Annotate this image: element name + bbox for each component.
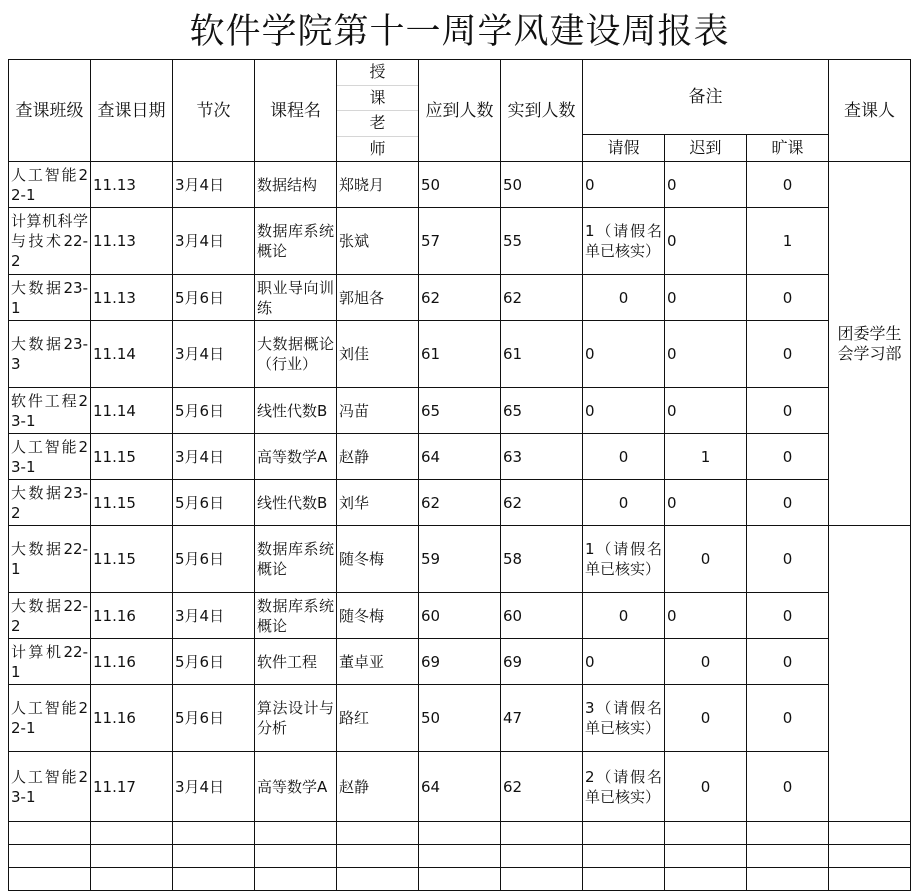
empty-cell [9,822,91,845]
empty-cell [337,845,419,868]
table-row [9,208,911,275]
date-cell: 11.13 [91,275,173,321]
empty-cell [173,822,255,845]
empty-cell [91,845,173,868]
class-cell: 计算机科学与技术22-2 [9,208,91,275]
late-cell: 0 [665,752,747,822]
late-cell: 0 [665,208,747,275]
actual-cell: 47 [501,685,583,752]
empty-row [9,822,911,845]
teacher-cell: 路红 [337,685,419,752]
class-cell: 大数据23-2 [9,480,91,526]
actual-cell: 55 [501,208,583,275]
empty-cell [583,868,665,891]
late-cell: 0 [665,526,747,593]
period-cell: 5月6日 [173,639,255,685]
course-cell: 高等数学A [255,752,337,822]
late-cell: 0 [665,388,747,434]
header-leave: 请假 [583,134,665,161]
expected-cell: 61 [419,321,501,388]
empty-cell [255,868,337,891]
leave-cell: 3（请假名单已核实） [583,685,665,752]
empty-cell [747,822,829,845]
expected-cell: 62 [419,275,501,321]
absent-cell: 0 [747,434,829,480]
absent-cell: 0 [747,321,829,388]
empty-cell [583,822,665,845]
class-cell: 大数据23-3 [9,321,91,388]
expected-cell: 50 [419,162,501,208]
teacher-cell: 随冬梅 [337,526,419,593]
leave-cell: 0 [583,321,665,388]
period-cell: 5月6日 [173,388,255,434]
teacher-cell: 赵静 [337,752,419,822]
actual-cell: 62 [501,275,583,321]
date-cell: 11.15 [91,480,173,526]
course-cell: 数据库系统概论 [255,526,337,593]
empty-cell [501,868,583,891]
leave-cell: 0 [583,593,665,639]
empty-cell [419,845,501,868]
period-cell: 5月6日 [173,685,255,752]
class-cell: 大数据22-2 [9,593,91,639]
empty-cell [665,822,747,845]
table-row [9,752,911,822]
period-cell: 3月4日 [173,162,255,208]
empty-cell [255,845,337,868]
teacher-cell: 董卓亚 [337,639,419,685]
empty-cell [9,845,91,868]
absent-cell: 0 [747,480,829,526]
course-cell: 高等数学A [255,434,337,480]
course-cell: 数据库系统概论 [255,593,337,639]
actual-cell: 62 [501,480,583,526]
expected-cell: 69 [419,639,501,685]
absent-cell: 0 [747,639,829,685]
course-cell: 软件工程 [255,639,337,685]
header-teacher-char: 授 [337,60,418,86]
leave-cell: 0 [583,388,665,434]
date-cell: 11.15 [91,526,173,593]
absent-cell: 1 [747,208,829,275]
table-row [9,593,911,639]
empty-cell [173,868,255,891]
late-cell: 0 [665,275,747,321]
empty-row [9,868,911,891]
absent-cell: 0 [747,275,829,321]
actual-cell: 69 [501,639,583,685]
late-cell: 0 [665,162,747,208]
date-cell: 11.14 [91,321,173,388]
empty-cell [829,822,911,845]
header-absent: 旷课 [747,134,829,161]
leave-cell: 2（请假名单已核实） [583,752,665,822]
inspector-cell: 团委学生会学习部 [829,162,911,526]
header-expected: 应到人数 [419,60,501,162]
absent-cell: 0 [747,752,829,822]
date-cell: 11.16 [91,593,173,639]
course-cell: 数据结构 [255,162,337,208]
course-cell: 线性代数B [255,388,337,434]
expected-cell: 64 [419,434,501,480]
table-row [9,388,911,434]
class-cell: 人工智能23-1 [9,434,91,480]
period-cell: 5月6日 [173,526,255,593]
date-cell: 11.13 [91,208,173,275]
leave-cell: 0 [583,434,665,480]
late-cell: 0 [665,639,747,685]
header-period: 节次 [173,60,255,162]
course-cell: 职业导向训练 [255,275,337,321]
header-teacher [337,60,419,162]
course-cell: 数据库系统概论 [255,208,337,275]
table-row [9,526,911,593]
class-cell: 软件工程23-1 [9,388,91,434]
teacher-cell: 郭旭各 [337,275,419,321]
expected-cell: 59 [419,526,501,593]
empty-cell [9,868,91,891]
header-course: 课程名 [255,60,337,162]
period-cell: 3月4日 [173,752,255,822]
class-cell: 计算机22-1 [9,639,91,685]
leave-cell: 0 [583,639,665,685]
table-row [9,321,911,388]
leave-cell: 0 [583,275,665,321]
header-teacher-char: 课 [337,86,418,112]
late-cell: 0 [665,480,747,526]
empty-cell [91,822,173,845]
date-cell: 11.17 [91,752,173,822]
actual-cell: 62 [501,752,583,822]
expected-cell: 60 [419,593,501,639]
empty-cell [337,822,419,845]
empty-cell [91,868,173,891]
empty-row [9,845,911,868]
table-row [9,480,911,526]
empty-cell [255,822,337,845]
header-date: 查课日期 [91,60,173,162]
empty-cell [583,845,665,868]
table-row [9,639,911,685]
leave-cell: 0 [583,480,665,526]
course-cell: 线性代数B [255,480,337,526]
late-cell: 0 [665,321,747,388]
teacher-cell: 郑晓月 [337,162,419,208]
table-body [9,162,911,891]
class-cell: 人工智能23-1 [9,752,91,822]
period-cell: 3月4日 [173,208,255,275]
expected-cell: 50 [419,685,501,752]
actual-cell: 58 [501,526,583,593]
leave-cell: 1（请假名单已核实） [583,208,665,275]
header-class: 查课班级 [9,60,91,162]
absent-cell: 0 [747,685,829,752]
class-cell: 大数据22-1 [9,526,91,593]
empty-cell [747,868,829,891]
empty-cell [337,868,419,891]
report-title: 软件学院第十一周学风建设周报表 [0,0,919,58]
course-cell: 算法设计与分析 [255,685,337,752]
date-cell: 11.14 [91,388,173,434]
leave-cell: 1（请假名单已核实） [583,526,665,593]
late-cell: 1 [665,434,747,480]
teacher-cell: 随冬梅 [337,593,419,639]
late-cell: 0 [665,685,747,752]
header-late: 迟到 [665,134,747,161]
header-teacher-char: 老 [337,111,418,137]
empty-cell [829,845,911,868]
empty-cell [501,822,583,845]
leave-cell: 0 [583,162,665,208]
teacher-cell: 刘华 [337,480,419,526]
date-cell: 11.15 [91,434,173,480]
header-teacher-char: 师 [369,138,386,158]
date-cell: 11.13 [91,162,173,208]
table-row [9,434,911,480]
teacher-cell: 刘佳 [337,321,419,388]
table-row [9,275,911,321]
empty-cell [665,845,747,868]
period-cell: 5月6日 [173,275,255,321]
course-cell: 大数据概论（行业） [255,321,337,388]
teacher-cell: 冯苗 [337,388,419,434]
period-cell: 5月6日 [173,480,255,526]
period-cell: 3月4日 [173,321,255,388]
class-cell: 人工智能22-1 [9,685,91,752]
expected-cell: 64 [419,752,501,822]
absent-cell: 0 [747,526,829,593]
expected-cell: 62 [419,480,501,526]
empty-cell [419,822,501,845]
empty-cell [173,845,255,868]
report-table [8,59,911,891]
empty-cell [665,868,747,891]
date-cell: 11.16 [91,639,173,685]
absent-cell: 0 [747,388,829,434]
class-cell: 大数据23-1 [9,275,91,321]
expected-cell: 57 [419,208,501,275]
header-remarks: 备注 [583,60,829,135]
actual-cell: 60 [501,593,583,639]
date-cell: 11.16 [91,685,173,752]
teacher-cell: 张斌 [337,208,419,275]
empty-cell [419,868,501,891]
empty-cell [829,868,911,891]
class-cell: 人工智能22-1 [9,162,91,208]
actual-cell: 61 [501,321,583,388]
actual-cell: 65 [501,388,583,434]
period-cell: 3月4日 [173,434,255,480]
table-row [9,162,911,208]
table-row [9,685,911,752]
absent-cell: 0 [747,593,829,639]
absent-cell: 0 [747,162,829,208]
header-actual: 实到人数 [501,60,583,162]
teacher-cell: 赵静 [337,434,419,480]
expected-cell: 65 [419,388,501,434]
header-inspector: 查课人 [829,60,911,162]
period-cell: 3月4日 [173,593,255,639]
inspector-empty-cell [829,526,911,822]
empty-cell [747,845,829,868]
empty-cell [501,845,583,868]
actual-cell: 63 [501,434,583,480]
late-cell: 0 [665,593,747,639]
actual-cell: 50 [501,162,583,208]
